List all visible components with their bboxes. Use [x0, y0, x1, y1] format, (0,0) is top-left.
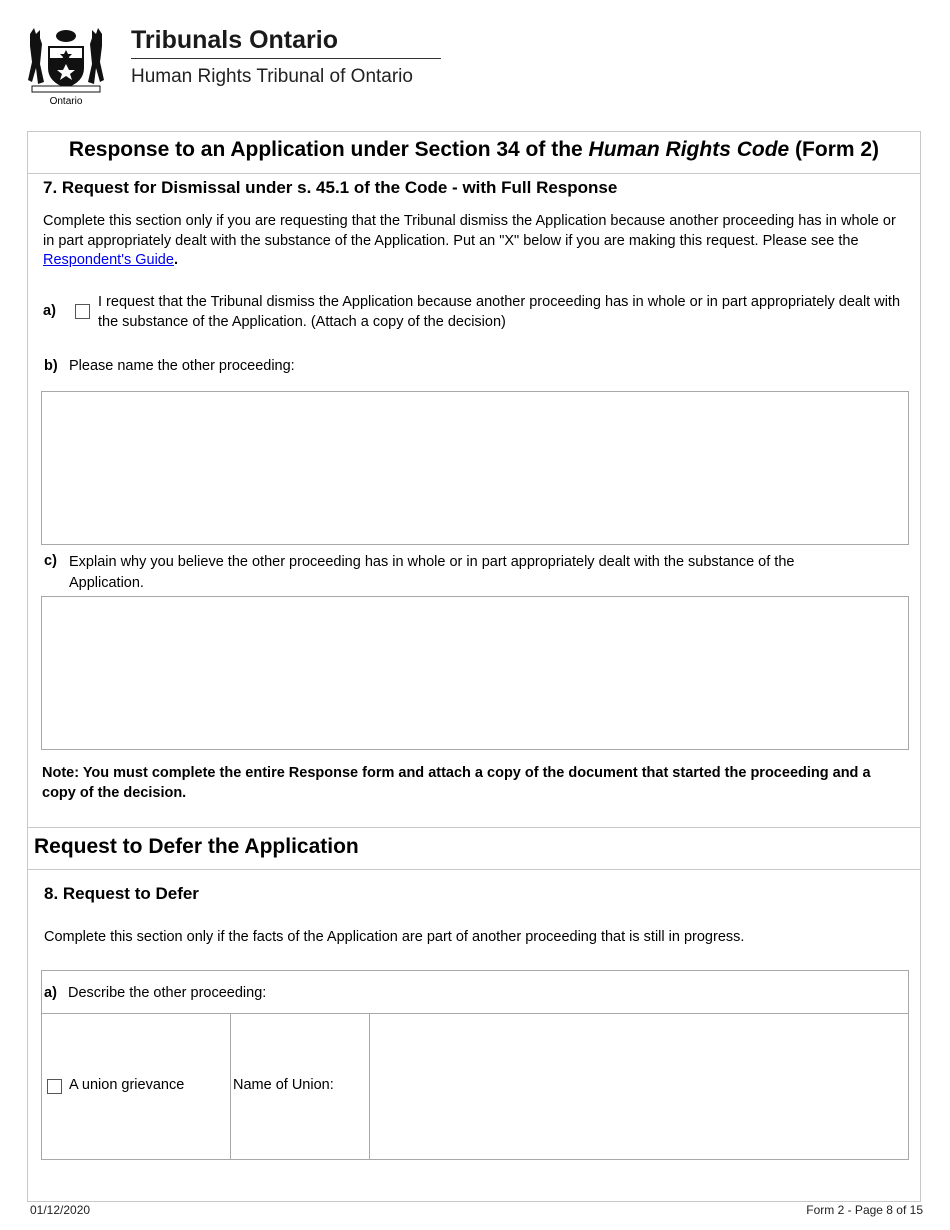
- org-subtitle: Human Rights Tribunal of Ontario: [131, 66, 413, 87]
- item-b-text: Please name the other proceeding:: [69, 358, 295, 374]
- defer-item-a-text: Describe the other proceeding:: [68, 985, 267, 1001]
- ontario-logo: [24, 24, 108, 110]
- defer-table-divider: [41, 1013, 909, 1014]
- section-7-note: Note: You must complete the entire Response form and attach a copy of the document that started the proceeding and a copy of the decision.: [42, 765, 871, 801]
- union-grievance-checkbox[interactable]: [47, 1079, 62, 1094]
- defer-heading-divider: [27, 869, 921, 870]
- footer-date: 01/12/2020: [30, 1203, 91, 1217]
- defer-item-a-label: a): [44, 985, 57, 1001]
- section-7-intro: Complete this section only if you are requesting that the Tribunal dismiss the Application because another proceeding has in whole or in part appropriately dealt with the substance of the Application. Put an "X" below if you are making this request. Please see the Respondent's Guide.: [43, 213, 896, 268]
- explanation-field[interactable]: [41, 596, 909, 750]
- defer-table-col-divider: [230, 1013, 231, 1160]
- item-b-label: b): [44, 358, 58, 374]
- logo-caption: Ontario: [49, 96, 83, 107]
- item-c-label: c): [44, 553, 57, 569]
- title-divider: [27, 173, 921, 174]
- header-divider: [131, 58, 441, 59]
- section-7-title: 7. Request for Dismissal under s. 45.1 of the Code - with Full Response: [43, 178, 618, 197]
- defer-heading: Request to Defer the Application: [34, 835, 359, 858]
- footer-page: Form 2 - Page 8 of 15: [806, 1203, 923, 1217]
- dismiss-request-checkbox[interactable]: [75, 304, 90, 319]
- section-8-intro: Complete this section only if the facts of the Application are part of another proceeding that is still in progress.: [44, 929, 745, 945]
- item-a-text: I request that the Tribunal dismiss the Application because another proceeding has in whole or in part appropriately dealt with the substance of the Application. (Attach a copy of the decision): [98, 294, 901, 330]
- union-name-field[interactable]: [371, 1015, 907, 1158]
- section-divider: [27, 827, 921, 828]
- other-proceeding-name-field[interactable]: [41, 391, 909, 545]
- union-grievance-label: A union grievance: [69, 1077, 185, 1093]
- form-title: Response to an Application under Section 34 of the Human Rights Code (Form 2): [68, 138, 880, 161]
- respondents-guide-link[interactable]: Respondent's Guide: [43, 252, 174, 268]
- union-name-label: Name of Union:: [233, 1077, 334, 1093]
- item-a-label: a): [43, 303, 56, 319]
- defer-table-col-divider: [369, 1013, 370, 1160]
- org-title: Tribunals Ontario: [131, 26, 338, 54]
- section-8-title: 8. Request to Defer: [44, 884, 199, 903]
- item-c-text: Explain why you believe the other proceeding has in whole or in part appropriately dealt with the substance of the Application.: [69, 554, 795, 591]
